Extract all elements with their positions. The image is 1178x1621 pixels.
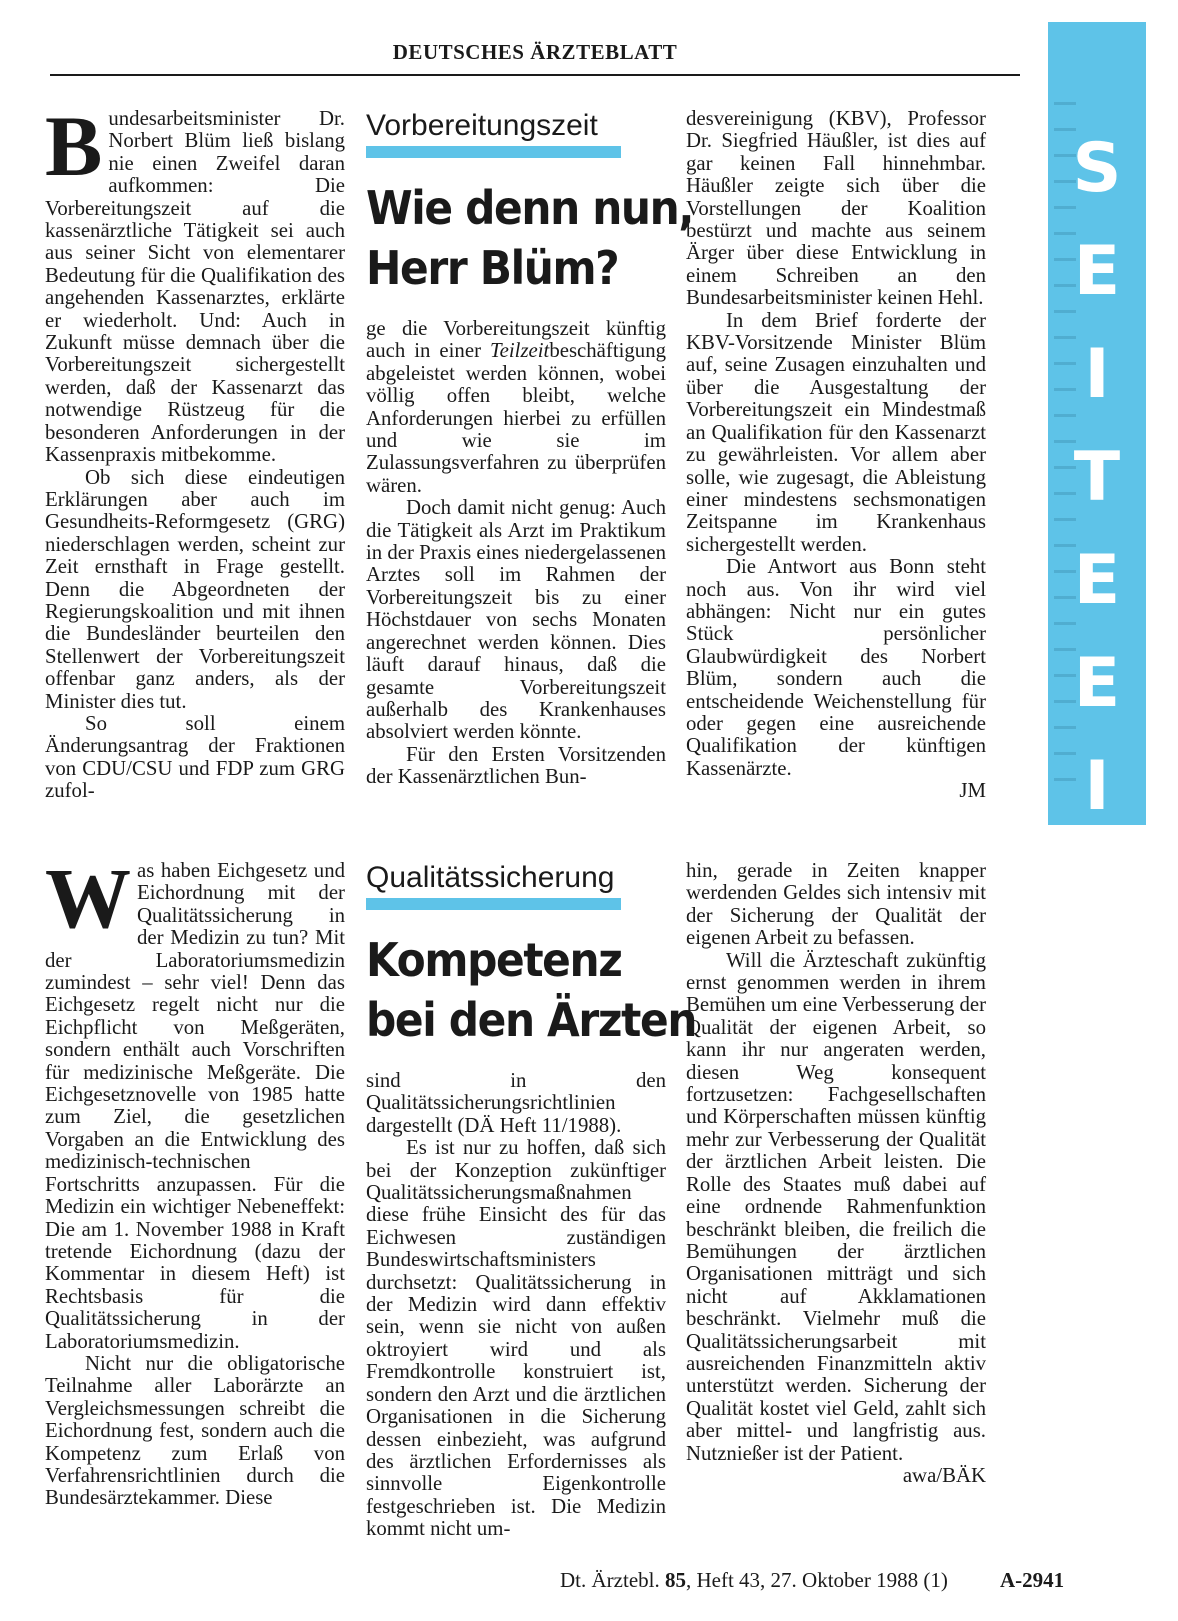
article1-paragraph: Ob sich diese eindeutigen Erklärungen aber auch im Gesundheits-Reformgesetz (GRG) niederschlagen werden, scheint zur Zeit ernsthaft in Frage gestellt. Denn die Abgeordneten der Regierungskoalition und mit ihnen die Bundesländer beurteilen den Stellenwert der Vorbereitungszeit offenbar ganz anders, als der Minister dies tut. xyxy=(45,465,345,713)
article1-column-3 xyxy=(686,108,986,803)
page-footer xyxy=(560,1568,948,1593)
article1-paragraph: Für den Ersten Vorsitzenden der Kassenärztlichen Bun- xyxy=(366,742,666,789)
article2-column-3 xyxy=(686,860,986,1487)
dropcap: W xyxy=(45,850,131,946)
sidebar-letter: S xyxy=(1072,129,1122,208)
page-number: A-2941 xyxy=(1000,1568,1065,1592)
article2-paragraph: hin, gerade in Zeiten knapper werdenden Geldes sich intensiv mit der Sicherung der Qualität der eigenen Arbeit zu befassen. xyxy=(686,859,986,950)
seite-eins-sidebar xyxy=(1048,22,1146,1032)
kicker-underline xyxy=(366,146,621,158)
article1-paragraph: So soll einem Änderungsantrag der Fraktionen von CDU/CSU und FDP zum GRG zufol- xyxy=(45,711,345,803)
article1-paragraph: In dem Brief forderte der KBV-Vorsitzende Minister Blüm auf, seine Zusagen einzuhalten und über die Ausgestaltung der Vorbereitungszeit ein Mindestmaß an Qualifikation für den Kassenarzt zu gewährleisten. Vor allem aber solle, wie zugesagt, die Ableistung einer mindestens sechsmonatigen Zeitspanne im Krankenhaus sichergestellt werden. xyxy=(686,308,986,556)
article2-paragraph: Nicht nur die obligatorische Teilnahme aller Laborärzte an Vergleichsmessungen schreibt die Eichordnung fest, sondern auch die Kompetenz zum Erlaß von Verfahrensrichtlinien durch die Bundesärztekammer. Diese xyxy=(45,1351,345,1510)
footer-issue: , Heft 43, 27. Oktober 1988 (1) xyxy=(685,1568,948,1592)
article1-text: beschäftigung abgeleistet werden können, wobei völlig offen bleibt, welche Anforderungen hierbei zu erfüllen und wie sie im Zulassungsverfahren zu überprüfen wären. xyxy=(366,339,666,497)
article2-kicker: Qualitätssicherung xyxy=(366,861,615,894)
article1-text: ge die Vorbereitungszeit künftig auch in einer xyxy=(366,317,666,363)
article-vorbereitungszeit xyxy=(45,98,1020,823)
article2-column-1 xyxy=(45,850,345,1510)
masthead-rule xyxy=(50,74,1020,76)
sidebar-letter: I xyxy=(1084,747,1110,826)
article2-headline xyxy=(366,930,697,1050)
article1-italic-text: Teilzeit xyxy=(490,339,550,363)
sidebar-letter: E xyxy=(1073,232,1121,311)
dropcap: B xyxy=(45,98,103,194)
article1-text: undesarbeitsminister Dr. Norbert Blüm ließ bislang nie einen Zweifel daran aufkommen: Die Vorbereitungszeit auf die kassenärztliche Tätigkeit sei auch aus seiner Sicht von elementarer Bedeutung für die Qualifikation des angehenden Kassenarztes, erklärte er wiederholt. Und: Auch in Zukunft müsse demnach über die Vorbereitungszeit sichergestellt werden, daß der Kassenarzt das notwendige Rüstzeug für die besonderen Anforderungen in der Kassenpraxis mitbekomme. xyxy=(45,107,345,467)
article2-signature: awa/BÄK xyxy=(902,1463,986,1487)
article1-paragraph: desvereinigung (KBV), Professor Dr. Siegfried Häußler, ist dies auf gar keinen Fall hinnehmbar. Häußler zeigte sich über die Vorstellungen der Koalition bestürzt und machte aus seinem Ärger über diese Entwicklung in einem Schreiben an den Bundesarbeitsminister keinen Hehl. xyxy=(686,107,986,310)
article2-paragraph: sind in den Qualitätssicherungsrichtlinien dargestellt (DÄ Heft 11/1988). xyxy=(366,1069,666,1137)
article1-kicker: Vorbereitungszeit xyxy=(366,109,598,142)
article2-column-2 xyxy=(366,860,697,1541)
headline-line: bei den Ärzten xyxy=(366,993,697,1047)
article1-signature: JM xyxy=(959,779,986,803)
article1-column-2 xyxy=(366,108,694,789)
article1-headline xyxy=(366,178,694,298)
article1-paragraph xyxy=(45,98,345,467)
article1-paragraph: Doch damit nicht genug: Auch die Tätigkeit als Arzt im Praktikum in der Praxis eines niedergelassenen Arztes soll im Rahmen der Vorbereitungszeit bis zu einer Höchstdauer von sechs Monaten angerechnet werden können. Dies läuft darauf hinaus, daß die gesamte Vorbereitungszeit außerhalb des Krankenhauses absolviert werden könnte. xyxy=(366,496,666,744)
masthead: DEUTSCHES ÄRZTEBLATT xyxy=(392,40,678,64)
article1-paragraph xyxy=(366,318,666,497)
article1-paragraph: Die Antwort aus Bonn steht noch aus. Von ihr wird viel abhängen: Nicht nur ein gutes Stück persönlicher Glaubwürdigkeit des Norbert Blüm, sondern auch die entscheidende Weichenstellung für oder gegen eine ausreichende Qualifikation der künftigen Kassenärzte. xyxy=(686,555,986,780)
article2-text: as haben Eichgesetz und Eichordnung mit der Qualitätssicherung in der Medizin zu tun? Mit der Laboratoriumsmedizin zumindest – sehr viel! Denn das Eichgesetz regelt nicht nur die Eichpflicht von Meßgeräten, sondern enthält auch Vorschriften für medizinische Meßgeräte. Die Eichgesetznovelle von 1985 hatte zum Ziel, die gesetzlichen Vorgaben an die Entwicklung des medizinisch-technischen Fortschritts anzupassen. Für die Medizin ein wichtiger Nebeneffekt: Die am 1. November 1988 in Kraft tretende Eichordnung (dazu der Kommentar in diesem Heft) ist Rechtsbasis für die Qualitätssicherung in der Laboratoriumsmedizin. xyxy=(45,859,345,1353)
sidebar-letters xyxy=(1048,117,1146,1044)
sidebar-letter: T xyxy=(1073,438,1121,517)
article2-paragraph: Will die Ärzteschaft zukünftig ernst genommen werden in ihrem Bemühen um eine Verbesserung der Qualität der eigenen Arbeit, so kann ihr nur angeraten werden, diesen Weg konsequent fortzusetzen: Fachgesellschaften und Körperschaften müssen künftig mehr zur Verbesserung der Qualität der ärztlichen Arbeit leisten. Die Rolle des Staates muß dabei auf eine ordnende Rahmenfunktion beschränkt bleiben, die freilich die Bemühungen der ärztlichen Organisationen mitträgt und sich nicht auf Akklamationen beschränkt. Vielmehr muß die Qualitätssicherungsarbeit mit ausreichenden Finanzmitteln aktiv unterstützt werden. Sicherung der Qualität kostet viel Geld, zahlt sich aber mittel- und langfristig aus. Nutznießer ist der Patient. xyxy=(686,948,986,1465)
footer-journal: Dt. Ärztebl. xyxy=(560,1568,660,1592)
sidebar-letter: E xyxy=(1073,644,1121,723)
kicker-underline xyxy=(366,898,621,910)
sidebar-letter: S xyxy=(1072,953,1122,1032)
headline-line: Kompetenz xyxy=(366,933,622,987)
article2-paragraph xyxy=(45,850,345,1353)
article2-paragraph: Es ist nur zu hoffen, daß sich bei der Konzeption zukünftiger Qualitätssicherungsmaßnahmen diese frühe Einsicht des für das Eichwesen zuständigen Bundeswirtschaftsministers durchsetzt: Qualitätssicherung in der Medizin wird dann effektiv sein, wenn sie nicht von außen oktroyiert wird und als Fremdkontrolle konstruiert ist, sondern den Arzt und die ärztlichen Organisationen in die Sicherung dessen einbezieht, was aufgrund des ärztlichen Erfordernisses als sinnvolle Eigenkontrolle festgeschrieben ist. Die Medizin kommt nicht um- xyxy=(366,1136,666,1541)
sidebar-letter: N xyxy=(1068,850,1126,929)
article1-column-1 xyxy=(45,98,345,803)
headline-line: Wie denn nun, xyxy=(366,181,694,235)
article-qualitaetssicherung xyxy=(45,850,1020,1541)
headline-line: Herr Blüm? xyxy=(366,241,619,295)
sidebar-letter: I xyxy=(1084,335,1110,414)
footer-volume: 85 xyxy=(664,1568,686,1592)
sidebar-letter: E xyxy=(1073,541,1121,620)
